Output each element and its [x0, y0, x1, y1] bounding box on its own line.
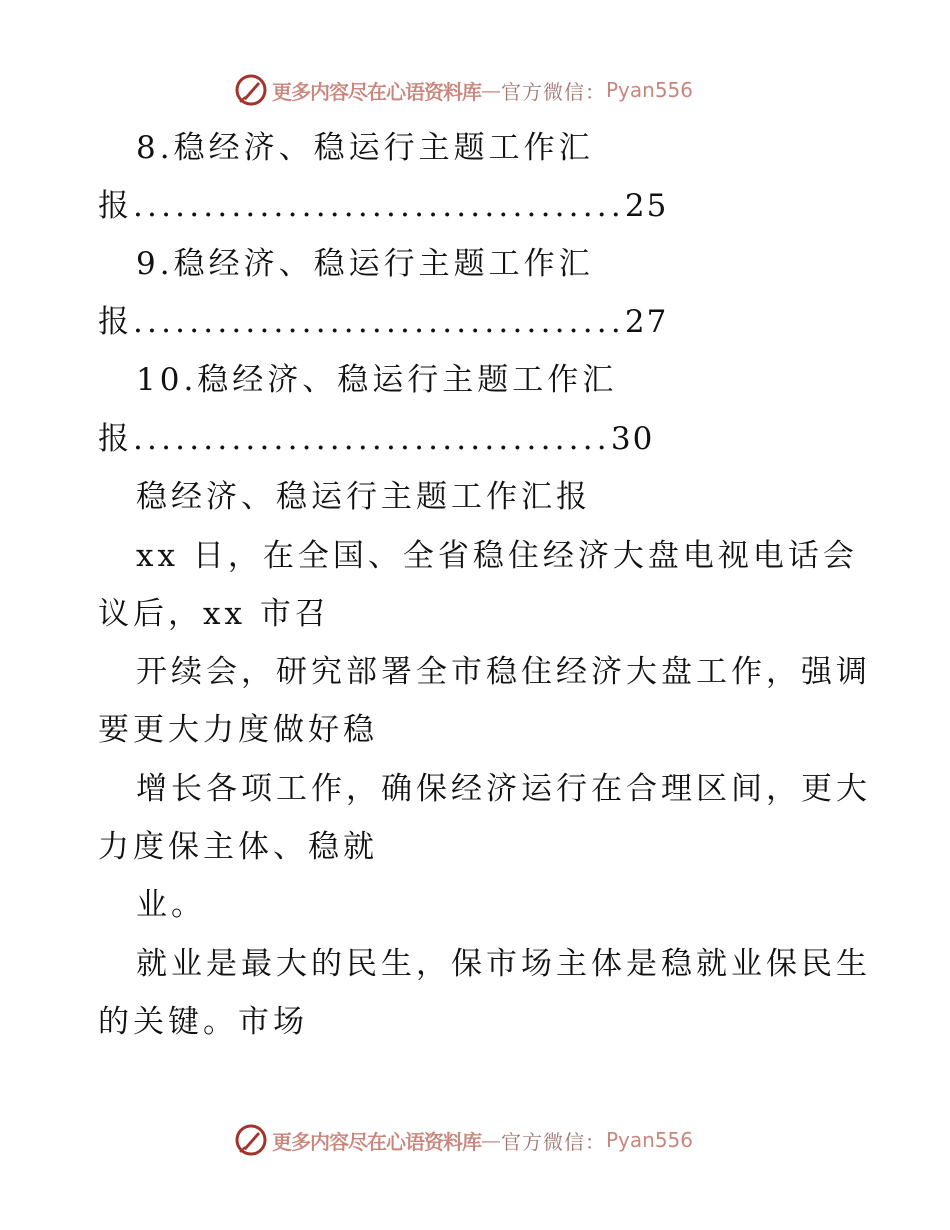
banner-title: 更多内容尽在心语资料库 — [272, 1129, 481, 1154]
paragraph-line: 增长各项工作，确保经济运行在合理区间，更大 — [136, 771, 871, 807]
banner-wechat-label: 官方微信： — [501, 79, 606, 104]
toc-entry-leader — [98, 302, 668, 342]
toc-leader-dots: ................................... — [133, 304, 625, 340]
banner-wechat-handle: Pyan556 — [606, 1128, 694, 1152]
toc-entry-title: 8.稳经济、稳运行主题工作汇 — [136, 130, 594, 166]
banner-dash: — — [481, 78, 501, 102]
section-heading: 稳经济、稳运行主题工作汇报 — [136, 479, 591, 515]
banner-title: 更多内容尽在心语资料库 — [272, 79, 481, 104]
header-banner — [0, 70, 950, 110]
toc-leader-dots: ................................... — [133, 188, 625, 224]
paragraph-line: 开续会，研究部署全市稳住经济大盘工作，强调 — [136, 654, 871, 690]
quill-logo-icon — [234, 73, 268, 107]
toc-entry-tail: 报 — [98, 188, 133, 224]
paragraph-line: 的关键。市场 — [98, 1004, 308, 1040]
banner-wechat-label: 官方微信： — [501, 1129, 606, 1154]
paragraph-line: 力度保主体、稳就 — [98, 829, 378, 865]
toc-entry-title: 10.稳经济、稳运行主题工作汇 — [136, 362, 618, 398]
toc-page-number: 27 — [624, 304, 669, 340]
toc-entry-title: 9.稳经济、稳运行主题工作汇 — [136, 246, 594, 282]
quill-logo-icon — [234, 1123, 268, 1157]
banner-dash: — — [481, 1128, 501, 1152]
paragraph-line: 业。 — [136, 887, 206, 923]
paragraph-line: 就业是最大的民生，保市场主体是稳就业保民生 — [136, 946, 871, 982]
footer-banner — [0, 1120, 950, 1160]
toc-leader-dots: .................................. — [133, 421, 611, 457]
toc-page-number: 25 — [624, 188, 669, 224]
banner-wechat-handle: Pyan556 — [606, 78, 694, 102]
paragraph-line: 要更大力度做好稳 — [98, 712, 378, 748]
toc-entry-leader — [98, 186, 668, 226]
paragraph-line: 议后，xx 市召 — [98, 596, 330, 632]
toc-entry-leader — [98, 419, 654, 459]
toc-page-number: 30 — [610, 421, 655, 457]
paragraph-line: xx 日，在全国、全省稳住经济大盘电视电话会 — [136, 538, 858, 574]
toc-entry-tail: 报 — [98, 421, 133, 457]
toc-entry-tail: 报 — [98, 304, 133, 340]
